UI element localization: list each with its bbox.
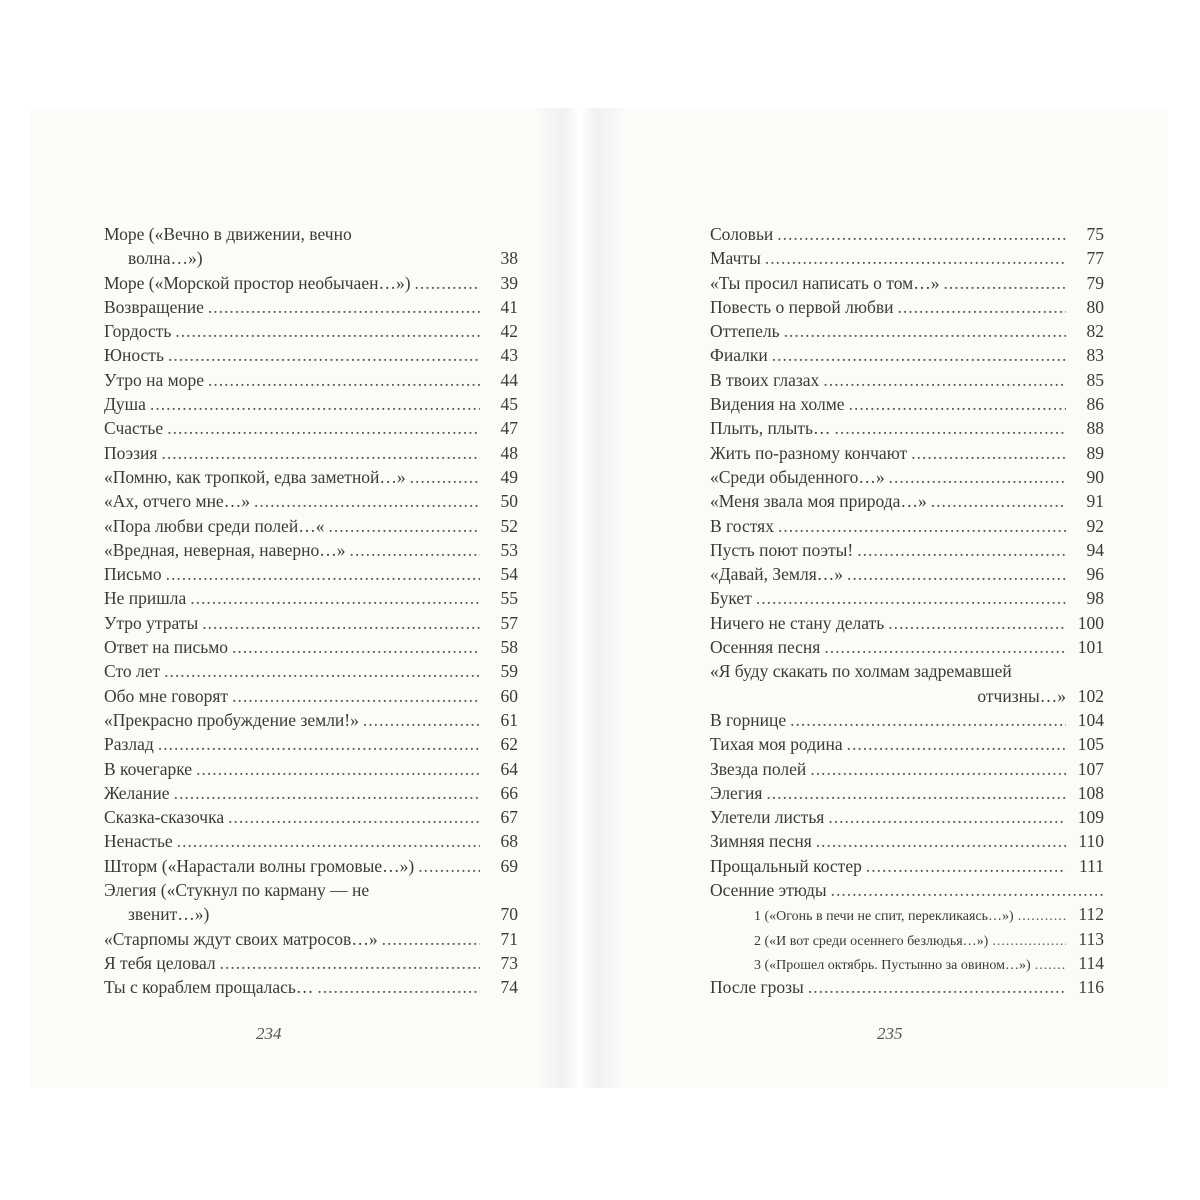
toc-entry <box>104 271 518 295</box>
dot-leader <box>931 489 1066 513</box>
toc-entry <box>710 246 1104 270</box>
toc-entry <box>104 368 518 392</box>
toc-entry-title: «Помню, как тропкой, едва заметной…» <box>104 466 406 487</box>
toc-entry-page: 62 <box>500 734 518 755</box>
dot-leader <box>823 368 1066 392</box>
toc-entry-page: 80 <box>1086 296 1104 317</box>
toc-entry <box>710 514 1104 538</box>
toc-entry-page: 108 <box>1077 782 1104 803</box>
toc-entry-page: 48 <box>500 442 518 463</box>
toc-entry-page: 105 <box>1077 734 1104 755</box>
toc-entry <box>710 392 1104 416</box>
toc-entry-page: 45 <box>500 394 518 415</box>
toc-entry-title: «Ты просил написать о том…» <box>710 272 940 293</box>
toc-entry-title: Возвращение <box>104 296 204 317</box>
dot-leader <box>363 708 480 732</box>
dot-leader <box>220 951 480 975</box>
toc-entry-title: Фиалки <box>710 345 768 366</box>
toc-entry <box>104 732 518 756</box>
dot-leader <box>847 562 1066 586</box>
toc-entry-page: 100 <box>1077 612 1104 633</box>
toc-entry-title: Сказка-сказочка <box>104 807 225 828</box>
toc-entry <box>104 319 518 343</box>
dot-leader <box>208 368 480 392</box>
toc-entry-title: Письмо <box>104 564 162 585</box>
dot-leader <box>777 222 1066 246</box>
toc-entry-title: Гордость <box>104 321 172 342</box>
toc-entry-page: 88 <box>1086 418 1104 439</box>
dot-leader <box>835 416 1067 440</box>
dot-leader <box>756 586 1066 610</box>
toc-entry-title: 2 («И вот среди осеннего безлюдья…») <box>754 933 989 949</box>
toc-entry <box>104 514 518 538</box>
toc-entry-page: 66 <box>500 782 518 803</box>
toc-entry-title: Улетели листья <box>710 807 825 828</box>
toc-entry <box>710 271 1104 295</box>
toc-entry <box>710 222 1104 246</box>
toc-entry-title: Пусть поют поэты! <box>710 539 854 560</box>
toc-entry <box>710 732 1104 756</box>
toc-entry-page: 92 <box>1086 515 1104 536</box>
dot-leader <box>166 562 480 586</box>
toc-entry-title-line1: «Я буду скакать по холмам задремавшей <box>710 661 1012 682</box>
dot-leader <box>228 805 480 829</box>
toc-entry-page: 104 <box>1077 709 1104 730</box>
toc-entry-title: Желание <box>104 782 170 803</box>
toc-entry <box>710 611 1104 635</box>
toc-entry-title: Букет <box>710 588 752 609</box>
toc-entry-page: 39 <box>500 272 518 293</box>
dot-leader <box>898 295 1066 319</box>
book-gutter <box>535 108 625 1088</box>
toc-entry-title: «Пора любви среди полей…« <box>104 515 325 536</box>
dot-leader <box>1018 905 1066 929</box>
toc-entry-page: 60 <box>500 685 518 706</box>
dot-leader <box>828 805 1066 829</box>
dot-leader <box>943 271 1066 295</box>
toc-entry <box>710 757 1104 781</box>
toc-entry-page: 79 <box>1086 272 1104 293</box>
toc-entry <box>710 781 1104 805</box>
toc-entry-page: 42 <box>500 321 518 342</box>
dot-leader <box>816 829 1066 853</box>
toc-entry-title: Утро утраты <box>104 612 199 633</box>
dot-leader <box>174 781 480 805</box>
dot-leader <box>415 271 480 295</box>
toc-entry-page: 89 <box>1086 442 1104 463</box>
book-spread <box>30 108 1168 1088</box>
dot-leader <box>866 854 1066 878</box>
toc-entry <box>710 659 1104 708</box>
dot-leader <box>232 635 480 659</box>
toc-entry <box>104 586 518 610</box>
toc-entry <box>104 757 518 781</box>
toc-entry-title: Зимняя песня <box>710 831 812 852</box>
dot-leader <box>888 611 1066 635</box>
dot-leader <box>317 975 480 999</box>
toc-entry-page: 116 <box>1078 977 1104 998</box>
toc-entry <box>710 951 1104 975</box>
toc-entry <box>104 659 518 683</box>
dot-leader <box>857 538 1066 562</box>
toc-entry-title: Оттепель <box>710 321 780 342</box>
dot-leader <box>196 757 480 781</box>
toc-entry-page: 41 <box>500 296 518 317</box>
dot-leader <box>765 246 1066 270</box>
toc-entry-title-line2: звенит…») <box>128 904 210 925</box>
toc-entry-page: 68 <box>500 831 518 852</box>
toc-entry <box>104 854 518 878</box>
toc-entry-title <box>104 878 484 927</box>
toc-entry-page: 75 <box>1086 224 1104 244</box>
toc-entry <box>104 562 518 586</box>
toc-entry-title: Видения на холме <box>710 394 845 415</box>
dot-leader <box>382 927 480 951</box>
toc-entry <box>710 343 1104 367</box>
toc-entry-title: Море («Морской простор необычаен…») <box>104 272 411 293</box>
toc-entry-page: 111 <box>1079 855 1104 876</box>
toc-entry-title-line1: Море («Вечно в движении, вечно <box>104 224 352 244</box>
toc-entry <box>710 319 1104 343</box>
toc-entry <box>104 951 518 975</box>
toc-entry-title: Тихая моя родина <box>710 734 843 755</box>
toc-entry-title: «Меня звала моя природа…» <box>710 491 927 512</box>
toc-entry-page: 71 <box>500 928 518 949</box>
toc-entry-page: 73 <box>500 952 518 973</box>
page-number-left: 234 <box>256 1024 282 1043</box>
dot-leader <box>410 465 480 489</box>
dot-leader <box>150 392 480 416</box>
dot-leader <box>889 465 1066 489</box>
toc-entry-page: 74 <box>500 977 518 998</box>
toc-entry-page: 110 <box>1078 831 1104 852</box>
toc-entry <box>104 489 518 513</box>
dot-leader <box>175 319 480 343</box>
toc-entry <box>104 927 518 951</box>
dot-leader <box>167 416 480 440</box>
toc-entry <box>710 586 1104 610</box>
toc-entry-page: 102 <box>1077 685 1104 706</box>
toc-list-left <box>104 222 518 1000</box>
toc-entry-title: «Среди обыденного…» <box>710 466 885 487</box>
dot-leader <box>824 635 1066 659</box>
toc-entry-title: Душа <box>104 394 146 415</box>
toc-entry-title: «Прекрасно пробуждение земли!» <box>104 709 359 730</box>
toc-entry-title: Ненастье <box>104 831 173 852</box>
toc-entry-title-line1: Элегия («Стукнул по карману — не <box>104 880 370 901</box>
toc-entry-title: После грозы <box>710 977 804 998</box>
toc-entry <box>710 489 1104 513</box>
toc-entry <box>710 854 1104 878</box>
toc-entry <box>104 781 518 805</box>
toc-entry-page: 57 <box>500 612 518 633</box>
toc-entry-title: «Старпомы ждут своих матросов…» <box>104 928 378 949</box>
toc-entry-title: «Ах, отчего мне…» <box>104 491 250 512</box>
toc-entry <box>104 441 518 465</box>
toc-entry-page: 98 <box>1086 588 1104 609</box>
toc-entry-page: 114 <box>1078 952 1104 973</box>
toc-entry-page: 50 <box>500 491 518 512</box>
toc-entry <box>104 635 518 659</box>
toc-entry-title: Обо мне говорят <box>104 685 229 706</box>
toc-entry <box>104 611 518 635</box>
dot-leader <box>158 732 480 756</box>
toc-entry-title: Поэзия <box>104 442 158 463</box>
dot-leader <box>177 829 480 853</box>
left-page <box>30 108 540 1088</box>
toc-entry <box>104 392 518 416</box>
dot-leader <box>810 757 1066 781</box>
toc-entry-page: 61 <box>500 709 518 730</box>
toc-entry <box>710 635 1104 659</box>
dot-leader <box>808 975 1066 999</box>
dot-leader <box>911 441 1066 465</box>
toc-entry-page: 86 <box>1086 394 1104 415</box>
dot-leader <box>349 538 480 562</box>
toc-entry-title: Звезда полей <box>710 758 807 779</box>
toc-entry-page: 70 <box>500 904 518 925</box>
dot-leader <box>168 343 480 367</box>
toc-entry-title: Ответ на письмо <box>104 637 229 658</box>
toc-entry-page: 64 <box>500 758 518 779</box>
toc-entry-page: 85 <box>1086 369 1104 390</box>
toc-entry <box>710 805 1104 829</box>
toc-entry <box>104 708 518 732</box>
toc-entry-page: 53 <box>500 539 518 560</box>
dot-leader <box>161 441 480 465</box>
toc-entry-page: 113 <box>1078 928 1104 949</box>
dot-leader <box>202 611 480 635</box>
toc-entry-title: Не пришла <box>104 588 187 609</box>
toc-entry-title: Юность <box>104 345 164 366</box>
toc-entry-title <box>710 659 1070 708</box>
toc-entry <box>104 975 518 999</box>
toc-entry-title: В кочегарке <box>104 758 193 779</box>
toc-entry-title-line2: отчизны…» <box>977 685 1066 706</box>
toc-entry <box>104 684 518 708</box>
dot-leader <box>208 295 480 319</box>
toc-entry-page: 43 <box>500 345 518 366</box>
toc-entry-page: 82 <box>1086 321 1104 342</box>
toc-entry-title: 1 («Огонь в печи не спит, перекликаясь…») <box>754 909 1014 925</box>
toc-entry-page: 55 <box>500 588 518 609</box>
dot-leader <box>847 732 1066 756</box>
toc-entry-page: 83 <box>1086 345 1104 366</box>
toc-entry <box>104 878 518 927</box>
toc-entry-page: 47 <box>500 418 518 439</box>
toc-entry-page: 44 <box>500 369 518 390</box>
toc-entry <box>710 416 1104 440</box>
toc-entry-title: Элегия <box>710 782 763 803</box>
right-page <box>620 108 1168 1088</box>
toc-entry <box>710 829 1104 853</box>
toc-entry <box>710 295 1104 319</box>
toc-entry <box>710 878 1104 902</box>
toc-entry-title: Разлад <box>104 734 154 755</box>
toc-entry <box>710 562 1104 586</box>
page-number-right: 235 <box>877 1024 903 1043</box>
toc-entry <box>710 927 1104 951</box>
dot-leader <box>328 514 480 538</box>
toc-entry-title: В гостях <box>710 515 774 536</box>
toc-entry-page: 67 <box>500 807 518 828</box>
toc-entry-page: 94 <box>1086 539 1104 560</box>
toc-entry-title: Прощальный костер <box>710 855 862 876</box>
toc-entry-title: «Вредная, неверная, наверно…» <box>104 539 346 560</box>
toc-entry <box>104 465 518 489</box>
toc-entry-page: 101 <box>1077 637 1104 658</box>
toc-entry-page: 109 <box>1077 807 1104 828</box>
toc-entry-page: 77 <box>1086 248 1104 269</box>
toc-entry-title: 3 («Прошел октябрь. Пустынно за овином…») <box>754 957 1031 973</box>
toc-entry-title: Соловьи <box>710 224 774 244</box>
dot-leader <box>190 586 480 610</box>
dot-leader <box>831 878 1104 902</box>
toc-entry <box>104 416 518 440</box>
dot-leader <box>784 319 1066 343</box>
toc-entry-title: Шторм («Нарастали волны громовые…») <box>104 855 415 876</box>
toc-entry <box>104 295 518 319</box>
toc-entry-title: Утро на море <box>104 369 204 390</box>
toc-entry-page: 49 <box>500 466 518 487</box>
toc-entry-title: «Давай, Земля…» <box>710 564 844 585</box>
toc-entry <box>104 805 518 829</box>
toc-entry <box>104 222 518 271</box>
toc-entry-page: 96 <box>1086 564 1104 585</box>
dot-leader <box>790 708 1066 732</box>
toc-entry <box>104 829 518 853</box>
toc-entry <box>710 975 1104 999</box>
toc-entry-title: Мачты <box>710 248 761 269</box>
toc-entry-title: Плыть, плыть… <box>710 418 831 439</box>
toc-entry-page: 58 <box>500 637 518 658</box>
toc-entry-page: 59 <box>500 661 518 682</box>
toc-entry <box>710 465 1104 489</box>
toc-entry-page: 38 <box>500 248 518 269</box>
dot-leader <box>232 684 480 708</box>
toc-entry-title <box>104 222 484 271</box>
toc-entry-title-line2: волна…») <box>128 248 203 269</box>
toc-entry-title: В твоих глазах <box>710 369 820 390</box>
toc-entry-page: 107 <box>1077 758 1104 779</box>
toc-entry-title: Повесть о первой любви <box>710 296 894 317</box>
toc-entry-page: 91 <box>1086 491 1104 512</box>
toc-entry-title: Счастье <box>104 418 164 439</box>
toc-entry-title: В горнице <box>710 709 787 730</box>
toc-entry-page: 90 <box>1086 466 1104 487</box>
dot-leader <box>778 514 1066 538</box>
toc-entry <box>104 538 518 562</box>
dot-leader <box>766 781 1066 805</box>
toc-entry-title: Ты с кораблем прощалась… <box>104 977 314 998</box>
toc-entry <box>710 708 1104 732</box>
toc-entry <box>710 368 1104 392</box>
toc-entry-title: Жить по-разному кончают <box>710 442 908 463</box>
toc-entry <box>710 538 1104 562</box>
toc-entry-title: Осенние этюды <box>710 880 827 901</box>
toc-entry-title: Я тебя целовал <box>104 952 216 973</box>
toc-entry-page: 69 <box>500 855 518 876</box>
toc-entry-title: Сто лет <box>104 661 161 682</box>
toc-entry-title: Осенняя песня <box>710 637 821 658</box>
dot-leader <box>418 854 480 878</box>
dot-leader <box>849 392 1066 416</box>
toc-entry <box>710 902 1104 926</box>
toc-entry-page: 54 <box>500 564 518 585</box>
dot-leader <box>992 930 1066 954</box>
toc-entry <box>710 441 1104 465</box>
dot-leader <box>164 659 480 683</box>
dot-leader <box>772 343 1066 367</box>
toc-list-right <box>710 222 1104 1000</box>
toc-entry-page: 112 <box>1078 904 1104 925</box>
toc-entry <box>104 343 518 367</box>
dot-leader <box>254 489 480 513</box>
toc-entry-title: Ничего не стану делать <box>710 612 885 633</box>
toc-entry-page: 52 <box>500 515 518 536</box>
